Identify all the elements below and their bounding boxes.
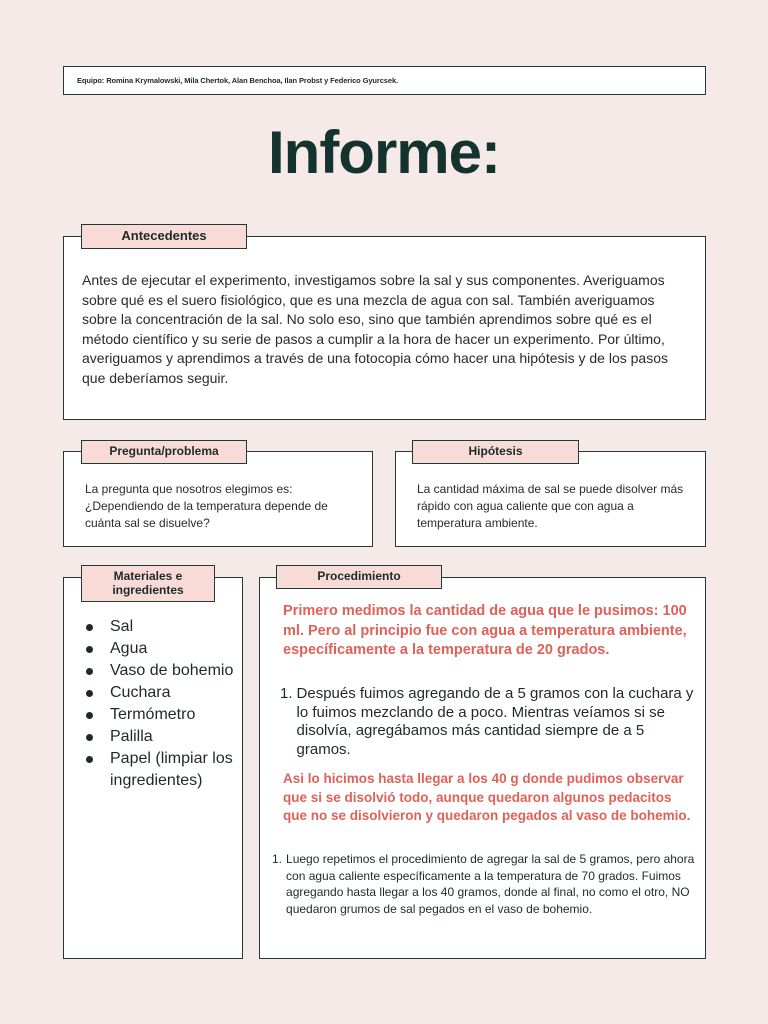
antecedentes-box xyxy=(63,236,706,420)
list-item: Palilla xyxy=(110,726,240,748)
step-number: 1. xyxy=(272,852,283,866)
pregunta-label: Pregunta/problema xyxy=(81,440,247,464)
team-text: Equipo: Romina Krymalowski, Mila Chertok, Alan Benchoa, Ilan Probst y Federico Gyurcsek. xyxy=(77,76,399,85)
antecedentes-text: Antes de ejecutar el experimento, investigamos sobre la sal y sus componentes. Averiguamos sobre qué es el suero fisiológico, que es una mezcla de agua con sal. También averiguamos sobre la concentración de la sal. No solo eso, sino que también aprendimos sobre qué es el método científico y su serie de pasos a cumplir a la hora de hacer un experimento. Por último, averiguamos y aprendimos a través de una fotocopia cómo hacer una hipótesis y de los pasos que deberíamos seguir. xyxy=(82,272,669,386)
materiales-list xyxy=(110,616,240,792)
list-item: Papel (limpiar los ingredientes) xyxy=(110,748,240,792)
hipotesis-label: Hipótesis xyxy=(412,440,579,464)
pregunta-box xyxy=(63,451,373,547)
pregunta-text: La pregunta que nosotros elegimos es: ¿Dependiendo de la temperatura depende de cuánta sal se disuelve? xyxy=(85,482,328,530)
procedimiento-intro: Primero medimos la cantidad de agua que le pusimos: 100 ml. Pero al principio fue con agua a temperatura ambiente, específicamente a la temperatura de 20 grados. xyxy=(283,603,687,658)
list-item: Agua xyxy=(110,638,240,660)
list-item: Sal xyxy=(110,616,240,638)
hipotesis-text: La cantidad máxima de sal se puede disolver más rápido con agua caliente que con agua a temperatura ambiente. xyxy=(417,482,684,530)
procedimiento-label: Procedimiento xyxy=(276,565,442,589)
list-item: Cuchara xyxy=(110,682,240,704)
step-number: 1. xyxy=(280,685,293,702)
hipotesis-box xyxy=(395,451,706,547)
materiales-label: Materiales e ingredientes xyxy=(81,565,215,602)
procedimiento-step-2 xyxy=(272,851,702,917)
antecedentes-label: Antecedentes xyxy=(81,224,247,249)
team-box xyxy=(63,66,706,95)
step-text: Después fuimos agregando de a 5 gramos con la cuchara y lo fuimos mezclando de a poco. Mientras veíamos si se disolvía, agregábamos más cantidad siempre de a 5 gramos. xyxy=(296,685,694,758)
materiales-box xyxy=(63,577,243,959)
procedimiento-result: Asi lo hicimos hasta llegar a los 40 g donde pudimos observar que si se disolvió todo, aunque quedaron algunos pedacitos que no se disolvieron y quedaron pegados al vaso de bohemio. xyxy=(283,771,691,823)
procedimiento-step-1 xyxy=(280,685,700,759)
page-title: Informe: xyxy=(268,119,500,186)
step-text: Luego repetimos el procedimiento de agregar la sal de 5 gramos, pero ahora con agua caliente específicamente a la temperatura de 70 grados. Fuimos agregando hasta llegar a los 40 gramos, donde al final, no como el otro, NO quedaron grumos de sal pegados en el vaso de bohemio. xyxy=(286,852,695,916)
list-item: Termómetro xyxy=(110,704,240,726)
list-item: Vaso de bohemio xyxy=(110,660,240,682)
procedimiento-box xyxy=(259,577,706,959)
